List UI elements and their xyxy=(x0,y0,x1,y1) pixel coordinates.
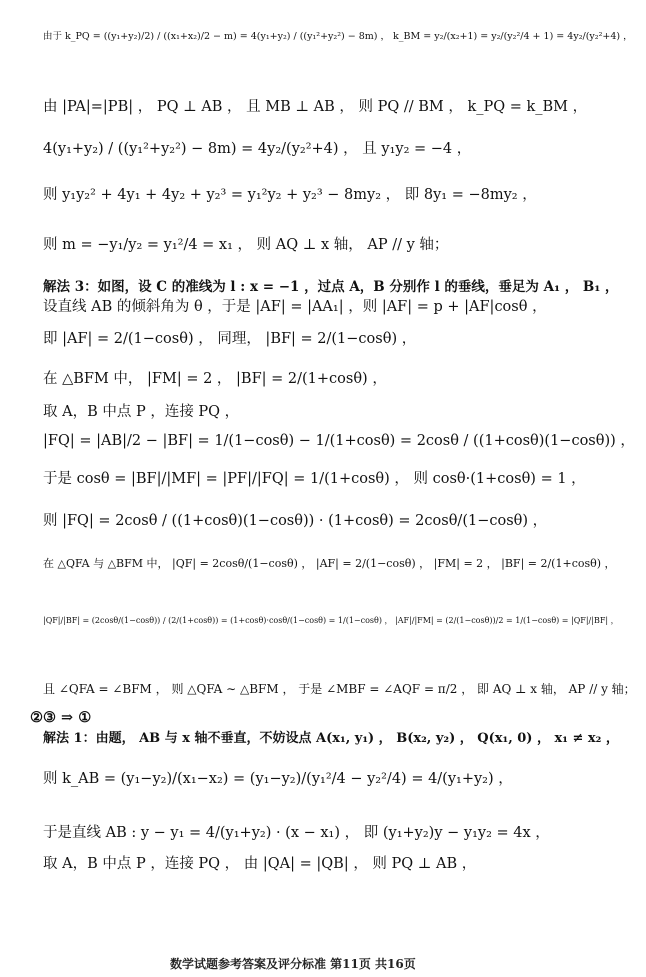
equation-line: 设直线 AB 的倾斜角为 θ ，于是 |AF| = |AA₁| ，则 |AF| = p + |AF|cosθ ， xyxy=(43,299,547,315)
equation-line: |QF|/|BF| = (2cosθ/(1−cosθ)) / (2/(1+cosθ)) = (1+cosθ)·cosθ/(1−cosθ) = 1/(1−cosθ) ， |AF|/|FM| = (2/(1−cosθ))/2 = 1/(1−cosθ) = |QF|/|BF| ， xyxy=(43,616,619,625)
solution-heading: 解法 3：如图，设 C 的准线为 l : x = −1 ，过点 A，B 分别作 l 的垂线，垂足为 A₁ ， B₁ ， xyxy=(43,279,619,295)
section-heading: ②③ ⇒ ① xyxy=(30,709,92,726)
equation-line: 在 △BFM 中， |FM| = 2 ， |BF| = 2/(1+cosθ) ， xyxy=(43,371,387,387)
equation-line: 在 △QFA 与 △BFM 中， |QF| = 2cosθ/(1−cosθ) ， |AF| = 2/(1−cosθ) ， |FM| = 2 ， |BF| = 2/(1+cosθ) ， xyxy=(43,557,616,570)
equation-line: 于是直线 AB : y − y₁ = 4/(y₁+y₂) · (x − x₁) ， 即 (y₁+y₂)y − y₁y₂ = 4x ， xyxy=(43,825,550,841)
equation-line: 取 A，B 中点 P ，连接 PQ ， 由 |QA| = |QB| ， 则 PQ ⊥ AB ， xyxy=(43,856,477,872)
equation-line: 由于 k_PQ = ((y₁+y₂)/2) / ((x₁+x₂)/2 − m) = 4(y₁+y₂) / ((y₁²+y₂²) − 8m) ， k_BM = y₂/(x₂+1) = y₂/(y₂²/4 + 1) = 4y₂/(y₂²+4) ， xyxy=(43,31,633,42)
solution-heading: 解法 1：由题， AB 与 x 轴不垂直，不妨设点 A(x₁, y₁) ， B(x₂, y₂) ， Q(x₁, 0) ， x₁ ≠ x₂ ， xyxy=(43,731,619,746)
equation-line: 即 |AF| = 2/(1−cosθ) ， 同理， |BF| = 2/(1−cosθ) ， xyxy=(43,331,417,347)
equation-line: 由 |PA|=|PB| ， PQ ⊥ AB ， 且 MB ⊥ AB ， 则 PQ // BM ， k_PQ = k_BM ， xyxy=(43,99,588,115)
equation-line: 则 |FQ| = 2cosθ / ((1+cosθ)(1−cosθ)) · (1+cosθ) = 2cosθ/(1−cosθ) ， xyxy=(43,513,548,529)
equation-line: |FQ| = |AB|/2 − |BF| = 1/(1−cosθ) − 1/(1+cosθ) = 2cosθ / ((1+cosθ)(1−cosθ)) ， xyxy=(43,433,635,449)
equation-line: 取 A，B 中点 P ，连接 PQ ， xyxy=(43,404,240,420)
equation-line: 则 m = −y₁/y₂ = y₁²/4 = x₁ ， 则 AQ ⊥ x 轴， AP // y 轴； xyxy=(43,237,449,253)
page-footer: 数学试题参考答案及评分标准 第11页 共16页 xyxy=(170,957,416,971)
equation-line: 且 ∠QFA = ∠BFM ， 则 △QFA ∼ △BFM ， 于是 ∠MBF = ∠AQF = π/2 ， 即 AQ ⊥ x 轴， AP // y 轴； xyxy=(43,682,636,696)
equation-line: 则 y₁y₂² + 4y₁ + 4y₂ + y₂³ = y₁²y₂ + y₂³ − 8my₂ ， 即 8y₁ = −8my₂ ， xyxy=(43,187,537,203)
equation-line: 4(y₁+y₂) / ((y₁²+y₂²) − 8m) = 4y₂/(y₂²+4) ， 且 y₁y₂ = −4 ， xyxy=(43,141,472,157)
equation-line: 则 k_AB = (y₁−y₂)/(x₁−x₂) = (y₁−y₂)/(y₁²/4 − y₂²/4) = 4/(y₁+y₂) ， xyxy=(43,771,513,787)
equation-line: 于是 cosθ = |BF|/|MF| = |PF|/|FQ| = 1/(1+cosθ) ， 则 cosθ·(1+cosθ) = 1 ， xyxy=(43,471,586,487)
